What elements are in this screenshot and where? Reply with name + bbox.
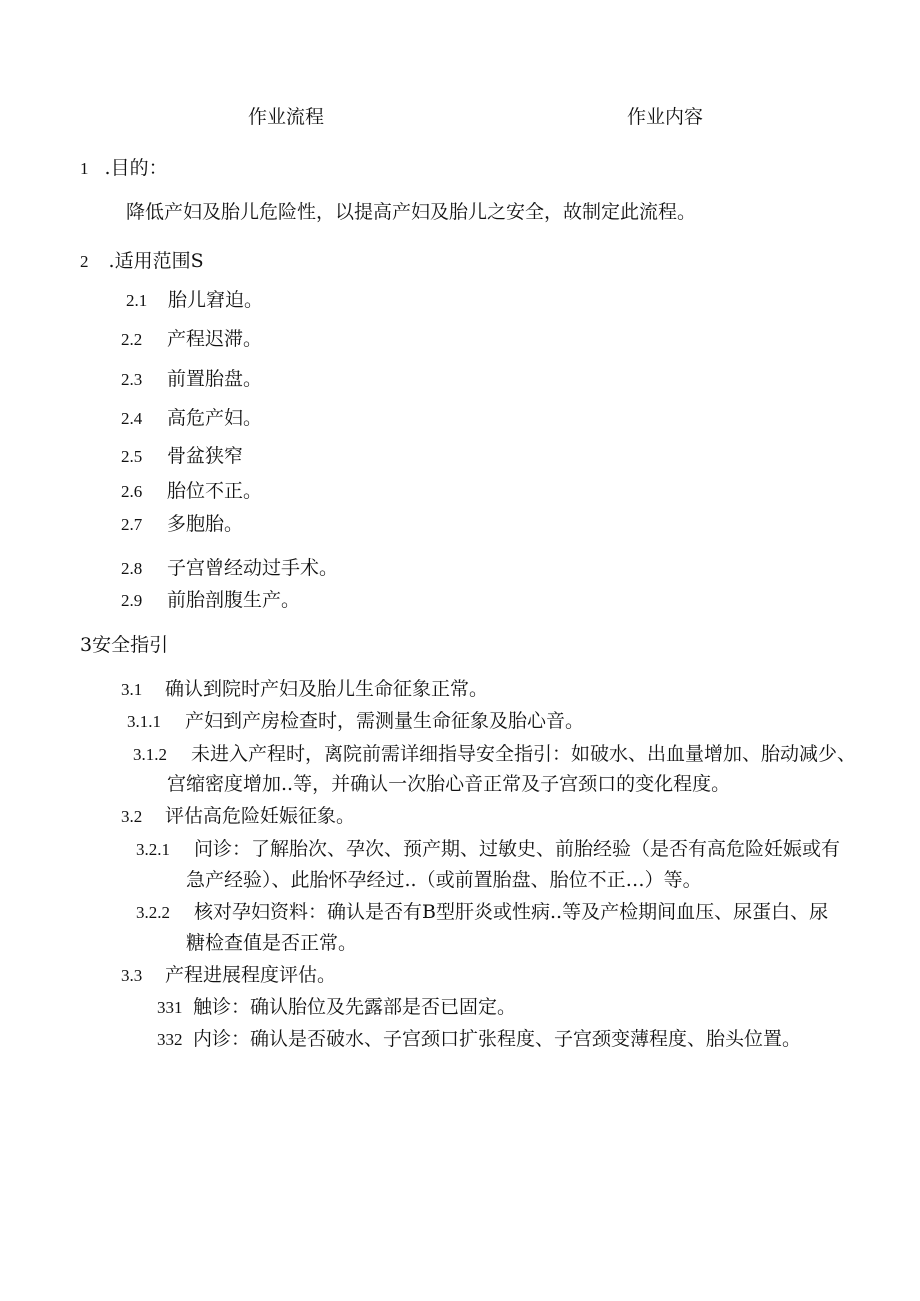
list-item-text: 高危产妇。 bbox=[167, 407, 263, 429]
section-1-body: 降低产妇及胎儿危险性，以提高产妇及胎儿之安全，故制定此流程。 bbox=[126, 201, 697, 223]
subsection-text-line1: 未进入产程时，离院前需详细指导安全指引：如破水、出血量增加、胎动减少、 bbox=[191, 743, 857, 765]
subsection-3-1-1 bbox=[127, 708, 584, 735]
list-item-text: 多胞胎。 bbox=[167, 513, 244, 535]
subsection-number: 3.1.2 bbox=[133, 745, 167, 764]
subsection-number: 3.3 bbox=[121, 966, 143, 985]
list-item-number: 2.1 bbox=[126, 291, 148, 310]
list-item-number: 2.3 bbox=[121, 370, 143, 389]
subsection-text: 内诊：确认是否破水、子宫颈口扩张程度、子宫颈变薄程度、胎头位置。 bbox=[193, 1028, 802, 1050]
subsection-3-2-2-cont: 糖检查值是否正常。 bbox=[186, 932, 358, 954]
section-2-heading bbox=[80, 248, 204, 275]
subsection-number: 3.2.2 bbox=[136, 903, 170, 922]
subsection-text: 产妇到产房检查时，需测量生命征象及胎心音。 bbox=[185, 710, 585, 732]
list-item bbox=[121, 405, 262, 432]
list-item-text: 前置胎盘。 bbox=[167, 368, 263, 390]
list-item-number: 2.6 bbox=[121, 482, 143, 501]
subsection-number: 3.1.1 bbox=[127, 712, 161, 731]
subsection-3-1-2 bbox=[133, 741, 856, 768]
subsection-3-3-1 bbox=[157, 994, 516, 1021]
subsection-text-line1: 核对孕妇资料：确认是否有B型肝炎或性病..等及产检期间血压、尿蛋白、尿 bbox=[194, 901, 829, 923]
list-item bbox=[121, 443, 243, 470]
header-col-flow: 作业流程 bbox=[248, 106, 325, 128]
list-item-text: 骨盆狭窄 bbox=[167, 445, 244, 467]
list-item-text: 胎位不正。 bbox=[167, 480, 263, 502]
list-item bbox=[126, 287, 263, 314]
list-item bbox=[121, 511, 243, 538]
list-item bbox=[121, 478, 262, 505]
list-item-number: 2.4 bbox=[121, 409, 143, 428]
list-item-text: 子宫曾经动过手术。 bbox=[167, 557, 339, 579]
subsection-text: 评估高危险妊娠征象。 bbox=[165, 805, 356, 827]
subsection-text: 触诊：确认胎位及先露部是否已固定。 bbox=[193, 996, 517, 1018]
section-1-title: .目的： bbox=[104, 157, 168, 179]
subsection-3-2-1-cont: 急产经验）、此胎怀孕经过..（或前置胎盘、胎位不正…）等。 bbox=[186, 869, 702, 891]
subsection-3-3 bbox=[121, 962, 336, 989]
subsection-text: 确认到院时产妇及胎儿生命征象正常。 bbox=[165, 678, 489, 700]
list-item-number: 2.9 bbox=[121, 591, 143, 610]
list-item-number: 2.8 bbox=[121, 559, 143, 578]
subsection-number: 332 bbox=[157, 1030, 183, 1049]
subsection-3-1 bbox=[121, 676, 488, 703]
list-item-number: 2.5 bbox=[121, 447, 143, 466]
subsection-number: 331 bbox=[157, 998, 183, 1017]
subsection-text-line1: 问诊：了解胎次、孕次、预产期、过敏史、前胎经验（是否有高危险妊娠或有 bbox=[194, 838, 841, 860]
list-item-text: 前胎剖腹生产。 bbox=[167, 589, 301, 611]
section-2-number: 2 bbox=[80, 252, 89, 271]
list-item-text: 产程迟滞。 bbox=[167, 328, 263, 350]
subsection-3-1-2-cont: 宫缩密度增加..等，并确认一次胎心音正常及子宫颈口的变化程度。 bbox=[167, 773, 731, 795]
subsection-3-2-2 bbox=[136, 899, 828, 926]
section-2-title: .适用范围S bbox=[108, 250, 204, 272]
list-item bbox=[121, 555, 338, 582]
subsection-text: 产程进展程度评估。 bbox=[165, 964, 337, 986]
header-col-content: 作业内容 bbox=[627, 106, 704, 128]
list-item-number: 2.7 bbox=[121, 515, 143, 534]
subsection-3-2 bbox=[121, 803, 355, 830]
subsection-number: 3.2 bbox=[121, 807, 143, 826]
section-1-heading bbox=[80, 155, 168, 182]
subsection-3-3-2 bbox=[157, 1026, 801, 1053]
list-item bbox=[121, 366, 262, 393]
list-item bbox=[121, 326, 262, 353]
list-item-text: 胎儿窘迫。 bbox=[168, 289, 264, 311]
subsection-number: 3.1 bbox=[121, 680, 143, 699]
section-3-heading: 3安全指引 bbox=[80, 634, 169, 656]
list-item bbox=[121, 587, 300, 614]
section-1-number: 1 bbox=[80, 159, 89, 178]
subsection-number: 3.2.1 bbox=[136, 840, 170, 859]
list-item-number: 2.2 bbox=[121, 330, 143, 349]
subsection-3-2-1 bbox=[136, 836, 840, 863]
